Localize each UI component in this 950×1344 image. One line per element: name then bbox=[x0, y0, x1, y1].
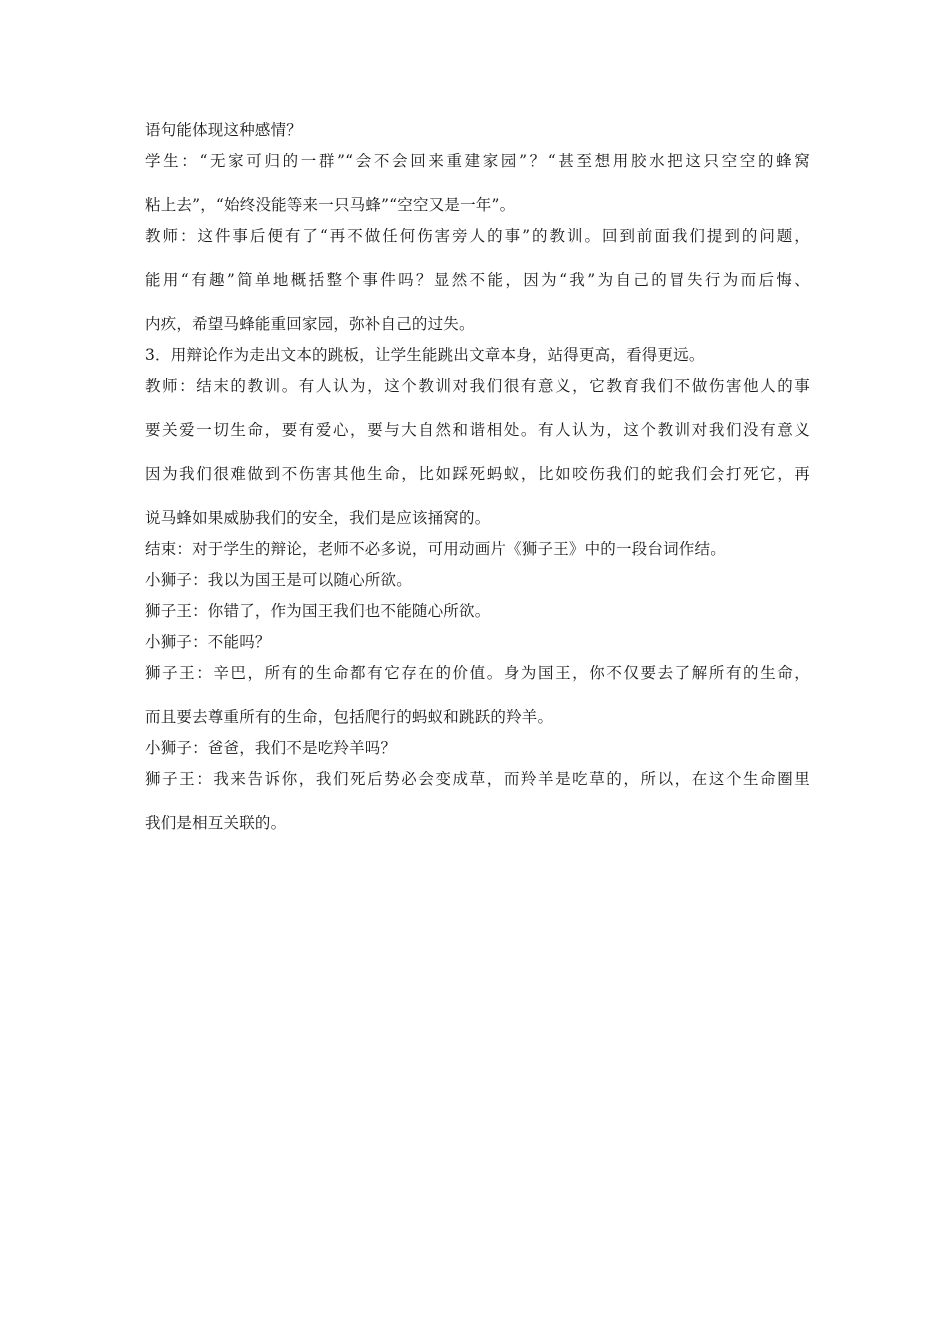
text-line: 要关爱一切生命，要有爱心，要与大自然和谐相处。有人认为，这个教训对我们没有意义 bbox=[145, 421, 810, 439]
text-line: 粘上去”，“始终没能等来一只马蜂”“空空又是一年”。 bbox=[145, 196, 516, 214]
text-line: 教师：结末的教训。有人认为，这个教训对我们很有意义，它教育我们不做伤害他人的事 bbox=[145, 377, 810, 395]
text-line: 内疚，希望马蜂能重回家园，弥补自己的过失。 bbox=[145, 315, 475, 333]
text-line: 小狮子：我以为国王是可以随心所欲。 bbox=[145, 571, 412, 589]
text-line: 小狮子：爸爸，我们不是吃羚羊吗？ bbox=[145, 739, 397, 757]
text-line: 结束：对于学生的辩论，老师不必多说，可用动画片《狮子王》中的一段台词作结。 bbox=[145, 540, 726, 558]
text-line: 3．用辩论作为走出文本的跳板，让学生能跳出文章本身，站得更高，看得更远。 bbox=[145, 346, 705, 364]
text-line: 语句能体现这种感情？ bbox=[145, 121, 303, 139]
text-line: 小狮子：不能吗？ bbox=[145, 633, 271, 651]
text-line: 狮子王：你错了，作为国王我们也不能随心所欲。 bbox=[145, 602, 491, 620]
text-line: 教师：这件事后便有了“再不做任何伤害旁人的事”的教训。回到前面我们提到的问题， bbox=[145, 227, 810, 245]
text-line: 因为我们很难做到不伤害其他生命，比如踩死蚂蚁，比如咬伤我们的蛇我们会打死它，再 bbox=[145, 465, 810, 483]
document-body bbox=[145, 120, 810, 833]
text-line: 而且要去尊重所有的生命，包括爬行的蚂蚁和跳跃的羚羊。 bbox=[145, 708, 554, 726]
text-line: 我们是相互关联的。 bbox=[145, 814, 287, 832]
text-line: 说马蜂如果威胁我们的安全，我们是应该捅窝的。 bbox=[145, 509, 491, 527]
text-line: 狮子王：辛巴，所有的生命都有它存在的价值。身为国王，你不仅要去了解所有的生命， bbox=[145, 664, 810, 682]
text-line: 学生：“无家可归的一群”“会不会回来重建家园”？“甚至想用胶水把这只空空的蜂窝 bbox=[145, 152, 810, 170]
text-line: 能用“有趣”简单地概括整个事件吗？显然不能，因为“我”为自己的冒失行为而后悔、 bbox=[145, 271, 810, 289]
text-line: 狮子王：我来告诉你，我们死后势必会变成草，而羚羊是吃草的，所以，在这个生命圈里 bbox=[145, 770, 810, 788]
